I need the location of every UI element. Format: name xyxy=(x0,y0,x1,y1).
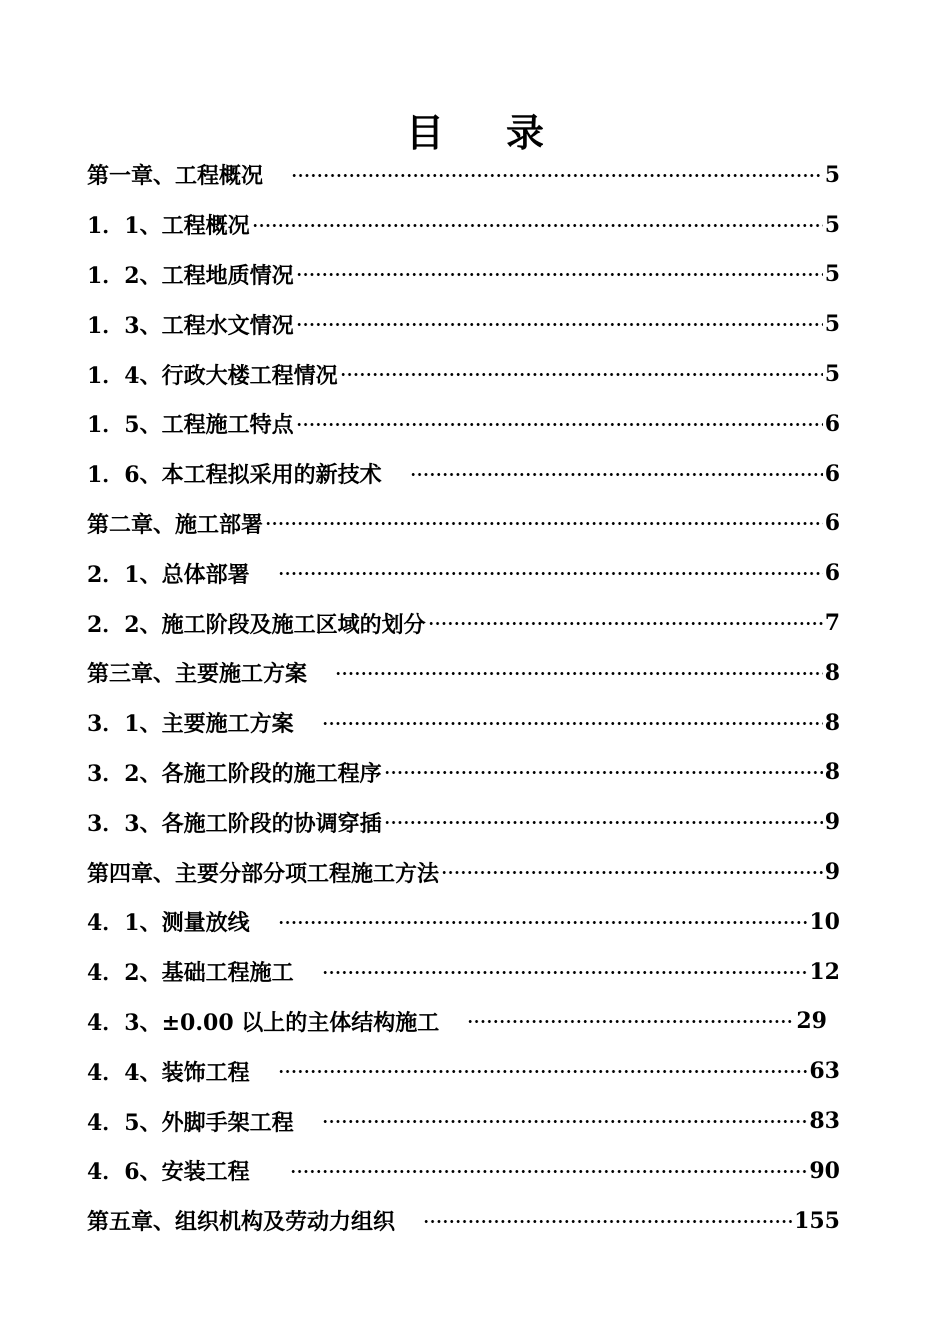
toc-entry[interactable] xyxy=(87,1096,840,1146)
toc-entry-label: 4．3、±0.00 以上的主体结构施工 xyxy=(87,1009,440,1036)
toc-dot-leader xyxy=(252,214,823,236)
toc-page-number: 83 xyxy=(809,1108,840,1135)
toc-entry-label: 第三章、主要施工方案 xyxy=(87,661,308,688)
toc-page-number: 29 xyxy=(796,1008,827,1035)
toc-entry[interactable] xyxy=(87,200,840,250)
toc-entry-label: 3．3、各施工阶段的协调穿插 xyxy=(87,810,382,837)
toc-page-number: 12 xyxy=(809,958,840,985)
toc-entry-label: 2．1、总体部署 xyxy=(87,561,250,588)
toc-entry-label: 1．5、工程施工特点 xyxy=(87,412,294,439)
toc-dot-leader xyxy=(296,413,823,435)
toc-page-number: 5 xyxy=(824,161,840,188)
toc-dot-leader xyxy=(441,861,823,883)
toc-page-number: 7 xyxy=(824,610,840,637)
toc-page-number: 5 xyxy=(824,211,840,238)
toc-entry-label: 2．2、施工阶段及施工区域的划分 xyxy=(87,611,426,638)
toc-dot-leader xyxy=(296,263,823,285)
toc-entry[interactable] xyxy=(87,449,840,499)
toc-page-number: 8 xyxy=(824,709,840,736)
toc-dot-leader xyxy=(290,1160,808,1182)
toc-dot-leader xyxy=(265,512,823,534)
toc-entry[interactable] xyxy=(87,150,840,200)
toc-dot-leader xyxy=(340,363,823,385)
toc-page-number: 8 xyxy=(824,659,840,686)
toc-entry[interactable] xyxy=(87,548,840,598)
toc-page-number: 90 xyxy=(809,1157,840,1184)
toc-dot-leader xyxy=(467,1010,794,1032)
toc-entry[interactable] xyxy=(87,250,840,300)
toc-entry[interactable] xyxy=(87,698,840,748)
toc-dot-leader xyxy=(410,463,823,485)
toc-page-number: 10 xyxy=(809,908,840,935)
toc-dot-leader xyxy=(335,662,823,684)
toc-dot-leader xyxy=(278,1060,808,1082)
toc-entry[interactable] xyxy=(87,598,840,648)
toc-page-number: 9 xyxy=(824,859,840,886)
toc-entry[interactable] xyxy=(87,648,840,698)
toc-entry-label: 4．6、安装工程 xyxy=(87,1159,250,1186)
toc-dot-leader xyxy=(278,562,823,584)
toc-entry[interactable] xyxy=(87,748,840,798)
toc-dot-leader xyxy=(322,961,808,983)
toc-dot-leader xyxy=(278,911,808,933)
toc-dot-leader xyxy=(291,164,823,186)
toc-page-number: 8 xyxy=(824,759,840,786)
page-title xyxy=(0,102,950,157)
toc-entry-label: 第一章、工程概况 xyxy=(87,163,264,190)
toc-entry[interactable] xyxy=(87,897,840,947)
toc-page-number: 6 xyxy=(824,510,840,537)
toc-dot-leader xyxy=(423,1210,792,1232)
toc-entry-label: 第四章、主要分部分项工程施工方法 xyxy=(87,860,440,887)
toc-entry-label: 1．6、本工程拟采用的新技术 xyxy=(87,462,382,489)
toc-entry[interactable] xyxy=(87,847,840,897)
toc-entry[interactable] xyxy=(87,997,840,1047)
toc-entry-label: 1．4、行政大楼工程情况 xyxy=(87,362,338,389)
toc-entry[interactable] xyxy=(87,399,840,449)
toc-entry-label: 4．4、装饰工程 xyxy=(87,1059,250,1086)
toc-entry-label: 1．3、工程水文情况 xyxy=(87,312,294,339)
toc-page-number: 5 xyxy=(824,311,840,338)
toc-entry-label: 4．2、基础工程施工 xyxy=(87,960,294,987)
toc-page-number: 63 xyxy=(809,1058,840,1085)
toc-entry[interactable] xyxy=(87,797,840,847)
toc-entry-label: 1．2、工程地质情况 xyxy=(87,262,294,289)
toc-dot-leader xyxy=(428,612,823,634)
toc-dot-leader xyxy=(322,1110,808,1132)
toc-entry[interactable] xyxy=(87,349,840,399)
toc-entry-label: 第五章、组织机构及劳动力组织 xyxy=(87,1209,396,1236)
toc-page-number: 155 xyxy=(794,1207,840,1234)
toc-entry[interactable] xyxy=(87,1146,840,1196)
toc-entry-label: 4．1、测量放线 xyxy=(87,910,250,937)
toc-entry[interactable] xyxy=(87,499,840,549)
toc-entry-label: 4．5、外脚手架工程 xyxy=(87,1109,294,1136)
toc-entry-label: 3．2、各施工阶段的施工程序 xyxy=(87,760,382,787)
table-of-contents xyxy=(87,150,840,1246)
toc-entry[interactable] xyxy=(87,1196,840,1246)
toc-dot-leader xyxy=(384,761,823,783)
toc-dot-leader xyxy=(296,313,823,335)
toc-entry[interactable] xyxy=(87,947,840,997)
toc-entry-label: 3．1、主要施工方案 xyxy=(87,711,294,738)
toc-dot-leader xyxy=(322,712,823,734)
title-char-1: 目 xyxy=(405,110,444,155)
toc-entry-label: 第二章、施工部署 xyxy=(87,511,264,538)
toc-page-number: 5 xyxy=(824,261,840,288)
toc-page-number: 6 xyxy=(824,460,840,487)
toc-entry[interactable] xyxy=(87,1046,840,1096)
toc-page-number: 6 xyxy=(824,560,840,587)
toc-dot-leader xyxy=(384,811,823,833)
toc-page-number: 6 xyxy=(824,410,840,437)
title-char-2: 录 xyxy=(506,110,545,155)
toc-page-number: 5 xyxy=(824,361,840,388)
toc-entry[interactable] xyxy=(87,299,840,349)
toc-entry-label: 1．1、工程概况 xyxy=(87,213,250,240)
toc-page-number: 9 xyxy=(824,809,840,836)
